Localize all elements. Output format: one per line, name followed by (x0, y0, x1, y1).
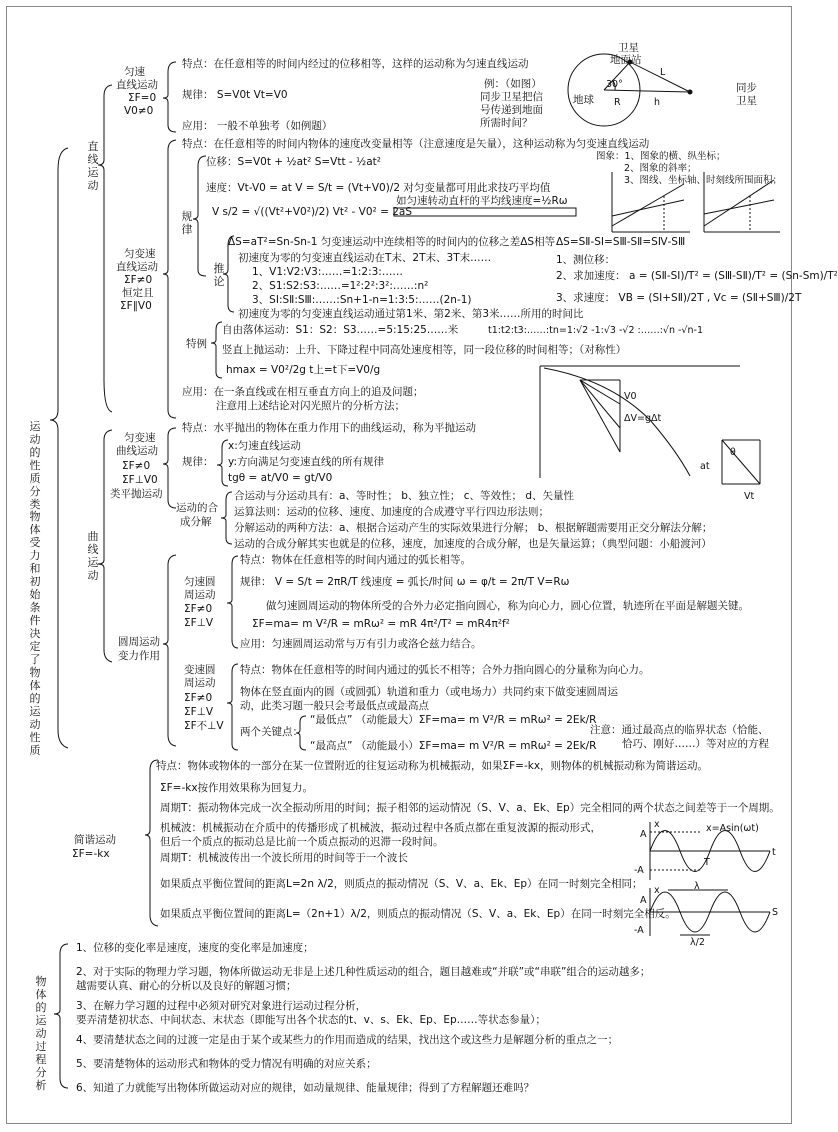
uniform-cond2: V0≠0 (124, 105, 154, 117)
shm-f4: 机械波：机械振动在介质中的传播形成了机械波，振动过程中各质点都在重复波源的振动形式， (160, 822, 601, 834)
analysis-p1: 1、位移的变化率是速度，速度的变化率是加速度； (76, 942, 314, 954)
ucircle-brace (227, 556, 238, 648)
shm-g1-t: t (772, 847, 776, 858)
proj-comp1: 运动的合 (176, 502, 218, 514)
shm-g1-T: T (704, 857, 710, 868)
accel-img2: 2、图象的斜率； (624, 163, 697, 174)
shm-f6: 周期T：机械波传出一个波长所用的时间等于一个波长 (160, 852, 408, 864)
sat-earth: 地球 (573, 94, 594, 106)
shm-f1: 特点：物体或物体的一部分在某一位置附近的往复运动称为机械振动，如果ΣF=-kx，则物体的机械振动称为简谐运动。 (156, 760, 709, 772)
shm-g1-x: x (654, 819, 660, 830)
uniform-name2: 直线运动 (116, 79, 158, 91)
nc-feature: 特点：物体在任意相等的时间内通过的弧长不相等；合外力指向圆心的分量称为向心力。 (240, 664, 650, 676)
nc-high: “最高点” （动能最小）ΣF=ma= m V²/R = mRω² = 2Ek/R (310, 740, 597, 752)
accel-free-t: t1:t2:t3:……:tn=1:√2 -1:√3 -√2 :……:√n -√n-1 (488, 325, 703, 336)
proj-at: at (700, 461, 710, 472)
nc-cond2: ΣF⊥V (184, 706, 214, 718)
proj-vt: Vt (744, 491, 755, 502)
uc-app: 应用：匀速圆周运动常与万有引力或洛仑兹力结合。 (240, 638, 482, 650)
accel-m1: 1、测位移： (556, 254, 616, 266)
nc-cond3: ΣF不⊥V (184, 720, 224, 732)
accel-mid: V s/2 = √((Vt²+V0²)/2) Vt² - V0² = 2aS (212, 206, 412, 218)
proj-c3: 分解运动的两种方法：a、根据合运动产生的实际效果进行分解； b、根据解题需要用正交分解法分解； (234, 522, 713, 534)
accel-cond1: ΣF≠0 (124, 274, 153, 286)
accel-cond2: 恒定且 (122, 287, 154, 299)
ncircle-brace (227, 664, 238, 750)
accel-cond3: ΣF∥V0 (120, 300, 152, 312)
accel-init4: 初速度为零的匀变速直线运动通过第1米、第2米、第3米……所用的时间比 (238, 308, 584, 320)
accel-init2: 2、S1:S2:S3:……=1²:2²:3²:……:n² (252, 280, 429, 292)
nc-cond1: ΣF≠0 (184, 692, 213, 704)
analysis-p3b: 要弄清楚初状态、中间状态、末状态（即能写出各个状态的t、v、s、Ek、Ep、Ep……等状态参量）； (76, 1014, 546, 1026)
accel-delta: ΔS=aT²=Sn-Sn-1 匀变速运动中连续相等的时间内的位移之差ΔS相等 (228, 236, 556, 248)
nc-vert1: 物体在竖直面内的圆（或圆弧）轨道和重力（或电场力）共同约束下做变速圆周运 (240, 686, 618, 698)
straight-label: 直线运动 (87, 140, 99, 192)
analysis-p2b: 越需要认真、耐心的分析以及良好的解题习惯； (76, 980, 297, 992)
analysis-title: 物体的运动过程分析 (35, 975, 47, 1092)
accel-img3: 3、图线、坐标轴、时刻线所围面积； (624, 175, 783, 186)
shm-cond: ΣF=-kx (72, 848, 110, 860)
straight-brace (98, 85, 112, 412)
accel-up: 竖直上抛运动：上升、下降过程中同高处速度相等，同一段位移的时间相等；（对称性） (222, 344, 627, 356)
accel-infer: 推论 (213, 262, 225, 288)
shm-g2-A: A (640, 895, 647, 906)
uniform-feature: 特点：在任意相等的时间内经过的位移相等，这样的运动称为匀速直线运动 (182, 58, 529, 70)
uniform-brace (163, 62, 176, 132)
analysis-p4: 4、要清楚状态之间的过渡一定是由于某个或某些力的作用而造成的结果，找出这个或这些力是解题分析的重点之一； (76, 1034, 619, 1046)
shm-g2-x: x (654, 885, 660, 896)
uc-name1: 匀速圆 (184, 576, 216, 588)
circle-name1: 圆周运动 (118, 636, 160, 648)
accel-app1: 应用：在一条直线或在相互垂直方向上的追及问题； (182, 386, 424, 398)
analysis-brace (54, 944, 68, 1088)
projectile-figure (540, 366, 760, 484)
accel-rule: 规律 (181, 210, 193, 236)
shm-g2-l: λ (694, 881, 700, 892)
circle-name2: 变力作用 (118, 650, 160, 662)
sat-q3: 号传递到地面 (480, 104, 543, 116)
shm-g1-A: A (640, 829, 647, 840)
sat-q1: 例：（如图） (484, 78, 542, 90)
compose-brace (221, 492, 232, 544)
shm-f7: 如果质点平衡位置间的距离L=2n λ/2，则质点的振动情况（S、V、a、Ek、Ep）在同一时刻完全相同； (160, 878, 643, 890)
proj-law: 规律： (182, 456, 214, 468)
accel-hmax: hmax = V0²/2g t上=t下=V0/g (226, 364, 381, 376)
proj-c1: 合运动与分运动具有：a、等时性； b、独立性； c、等效性； d、矢量性 (234, 490, 575, 502)
accel-disp: 位移：S=V0t + ½at² S=Vtt - ½at² (206, 156, 381, 168)
shm-g2-s: S (772, 907, 779, 918)
proj-theta: θ (730, 447, 736, 458)
accel-brace (163, 140, 176, 418)
curve-brace (98, 430, 112, 662)
law-brace (217, 440, 228, 486)
special-brace (211, 322, 222, 378)
analysis-p5: 5、要清楚物体的运动形式和物体的受力情况有明确的对应关系； (76, 1058, 377, 1070)
shm-g2-l2: λ/2 (690, 937, 705, 948)
uc-law: 规律： V = S/t = 2πR/T 线速度 = 弧长/时间 ω = φ/t = 2π/T V=Rω (240, 576, 570, 588)
accel-init3: 3、SⅠ:SⅡ:SⅢ:……:Sn+1-n=1:3:5:……(2n-1) (252, 294, 472, 306)
sat-q4: 所需时间？ (480, 117, 533, 129)
projectile-brace (163, 428, 176, 508)
uniform-law: 规律： S=V0t Vt=V0 (182, 89, 288, 101)
proj-vy: ΔV=gΔt (624, 413, 662, 424)
main-brace (50, 148, 68, 748)
accel-vel: 速度：Vt-V0 = at V = S/t = (Vt+V0)/2 对匀变量都可用此求技巧平均值 (206, 182, 551, 194)
shm-g1-eq: x=Asin(ωt) (706, 823, 759, 834)
uc-feature: 特点：物体在任意相等的时间内通过的弧长相等。 (240, 554, 471, 566)
left-title-2: 物体受力和初始条件决定了物体的运动性质 (29, 510, 41, 757)
rule-brace (193, 156, 206, 276)
sat-sync2: 卫星 (736, 95, 757, 107)
accel-feature: 特点：在任意相等的时间内物体的速度改变量相等（注意速度是矢量），这种运动称为匀变速直线运动 (182, 138, 650, 150)
accel-name2: 直线运动 (116, 261, 158, 273)
sat-R: R (614, 97, 621, 108)
accel-app2: 注意用上述结论对闪光照片的分析方法； (216, 400, 405, 412)
nc-note2: 恰巧、刚好……）等对应的方程 (622, 738, 769, 750)
sat-L: L (660, 67, 666, 78)
uc-force: ΣF=ma= m V²/R = mRω² = mR 4π²/T² = mR4π²f² (252, 618, 510, 630)
proj-comp2: 成分解 (180, 516, 212, 528)
proj-c2: 运算法则：运动的位移、速度、加速度的合成遵守平行四边形法则； (234, 506, 549, 518)
shm-brace (145, 760, 158, 926)
proj-name1: 匀变速 (124, 432, 156, 444)
left-title: 运动的性质分类 (29, 420, 41, 511)
sat-sync1: 同步 (736, 82, 757, 94)
sat-station: 地面站 (610, 54, 642, 66)
proj-c4: 运动的合成分解其实也就是的位移，速度，加速度的合成分解，也是矢量运算；（典型问题：小船渡河） (234, 538, 712, 550)
uniform-app: 应用： 一般不单独考（如例题） (182, 120, 333, 132)
uc-name2: 周运动 (184, 589, 216, 601)
nc-low: “最低点” （动能最大）ΣF=ma= m V²/R = mRω² = 2Ek/R (310, 714, 597, 726)
nc-name1: 变速圆 (184, 664, 216, 676)
analysis-p2: 2、对于实际的物理力学习题，物体所做运动无非是上述几种性质运动的组合，题目越难或“并联”或“串联”组合的运动越多； (76, 966, 651, 978)
accel-free: 自由落体运动：S1：S2：S3……=5:15:25……米 (222, 324, 459, 336)
sat-angle: 30° (606, 79, 623, 90)
shm-f2: ΣF=-kx按作用效果称为回复力。 (160, 782, 314, 794)
proj-v0: V0 (624, 391, 637, 402)
proj-x: x:匀速直线运动 (228, 440, 301, 452)
sat-h: h (654, 97, 661, 108)
proj-name3: 类平抛运动 (110, 488, 163, 500)
shm-title: 简谐运动 (74, 834, 116, 846)
accel-delta2: ΔS=SⅡ-SⅠ=SⅢ-SⅡ=SⅣ-SⅢ (556, 236, 686, 248)
shm-g1-mA: -A (634, 865, 644, 876)
accel-vel2: 如匀速转动直杆的平均线速度=½Rω (396, 195, 568, 207)
sat-title: 卫星 (618, 42, 639, 54)
nc-name2: 周运动 (184, 677, 216, 689)
shm-f8: 如果质点平衡位置间的距离L=（2n+1）λ/2，则质点的振动情况（S、V、a、Ek、Ep）在同一时刻完全相反。 (160, 908, 676, 920)
sat-q2: 同步卫星把信 (480, 91, 543, 103)
accel-init1: 1、V1:V2:V3:……=1:2:3:…… (252, 266, 403, 278)
circle-brace (163, 555, 176, 746)
analysis-p6: 6、知道了力就能写出物体所做运动对应的规律，如动量规律、能量规律；得到了方程解题还难吗？ (76, 1082, 535, 1094)
uc-centripetal: 做匀速圆周运动的物体所受的合外力必定指向圆心，称为向心力，圆心位置，轨迹所在平面是解题关键。 (266, 600, 749, 612)
shm-f5: 但后一个质点的振动总是比前一个质点振动的迟滞一段时间。 (160, 836, 444, 848)
uc-cond2: ΣF⊥V (184, 617, 214, 629)
accel-special: 特例 (186, 338, 207, 350)
nc-vert2: 动，此类习题一般只会考最低点或最高点 (240, 700, 429, 712)
shm-g2-mA: -A (634, 925, 644, 936)
proj-y: y:方向满足匀变速直线的所有规律 (228, 456, 384, 468)
proj-cond1: ΣF≠0 (122, 460, 151, 472)
uniform-name1: 匀速 (124, 66, 145, 78)
proj-feature: 特点：水平抛出的物体在重力作用下的曲线运动，称为平抛运动 (182, 422, 476, 434)
nc-note1: 注意：通过最高点的临界状态（恰能、 (590, 724, 769, 736)
accel-img-title: 图象：1、图象的横、纵坐标； (596, 151, 726, 162)
accel-m3: 3、求速度： VB = (SⅠ+SⅡ)/2T , Vc = (SⅡ+SⅢ)/2T (556, 292, 802, 304)
uc-cond1: ΣF≠0 (184, 603, 213, 615)
accel-m2: 2、求加速度： a = (SⅡ-SⅠ)/T² = (SⅢ-SⅡ)/T² = (Sn-Sm)/T² (556, 270, 838, 282)
proj-tg: tgθ = at/V0 = gt/V0 (228, 472, 333, 484)
proj-cond2: ΣF⊥V0 (122, 474, 158, 486)
analysis-p3: 3、在解力学习题的过程中必须对研究对象进行运动过程分析， (76, 1000, 367, 1012)
proj-name2: 曲线运动 (116, 445, 158, 457)
curve-label: 曲线运动 (87, 530, 99, 582)
uniform-cond1: ΣF=0 (128, 92, 157, 104)
accel-name1: 匀变速 (124, 248, 156, 260)
nc-two: 两个关键点： (240, 726, 303, 738)
accel-init0: 初速度为零的匀变速直线运动在T末、2T末、3T末…… (238, 252, 492, 264)
shm-f3: 周期T：振动物体完成一次全振动所用的时间；振子相邻的运动情况（S、V、a、Ek、Ep）完全相同的两个状态之间差等于一个周期。 (160, 802, 780, 814)
